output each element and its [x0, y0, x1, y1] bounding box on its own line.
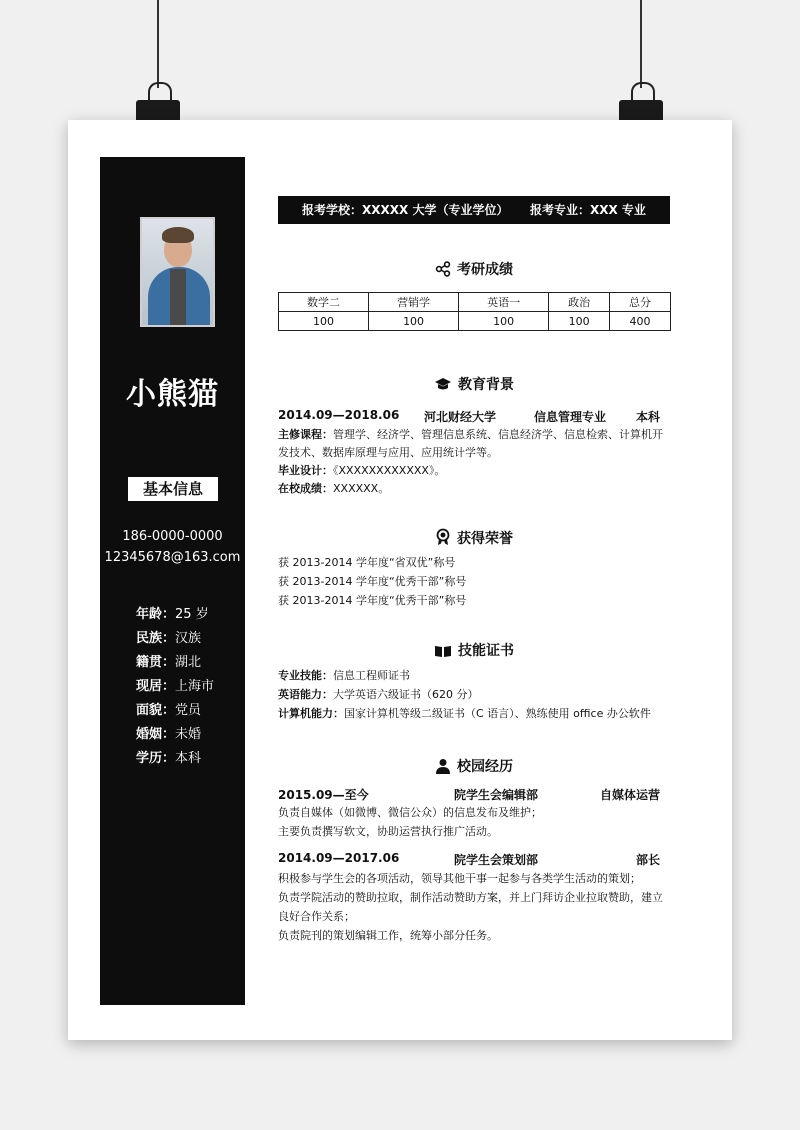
education-thesis: 毕业设计：《XXXXXXXXXXXX》。: [278, 464, 446, 477]
education-header: 2014.09—2018.06 河北财经大学 信息管理专业 本科: [278, 408, 661, 424]
table-cell: 100: [279, 312, 369, 331]
detail-marital: 婚姻：未婚: [136, 727, 202, 742]
detail-residence: 现居：上海市: [136, 679, 215, 694]
phone-number: 186-0000-0000: [122, 529, 223, 544]
section-title-honors: 获得荣誉: [278, 528, 670, 548]
sidebar: [100, 157, 245, 1005]
candidate-name: 小熊猫: [126, 377, 219, 412]
section-title-skills: 技能证书: [278, 640, 670, 660]
education-gpa: 在校成绩：XXXXXX。: [278, 482, 390, 495]
scores-value-row: [279, 312, 671, 331]
graduation-cap-icon: [434, 376, 452, 392]
section-title-scores: 考研成绩: [278, 259, 670, 279]
table-header: 政治: [549, 293, 610, 312]
detail-education: 学历：本科: [136, 751, 202, 766]
scores-table: [278, 292, 671, 331]
table-cell: 400: [610, 312, 671, 331]
section-title-campus: 校园经历: [278, 756, 670, 776]
table-header: 营销学: [369, 293, 459, 312]
honor-item: 获 2013-2014 学年度“省双优”称号: [278, 556, 456, 569]
table-cell: 100: [459, 312, 549, 331]
resume-paper: [68, 120, 732, 1040]
apply-school: 报考学校：XXXXX 大学（专业学位）: [302, 203, 509, 217]
detail-political: 面貌：党员: [136, 703, 202, 718]
share-icon: [435, 261, 451, 277]
detail-ethnicity: 民族：汉族: [136, 631, 202, 646]
table-cell: 100: [549, 312, 610, 331]
campus-entry-line: 主要负责撰写软文，协助运营执行推广活动。: [278, 825, 498, 838]
education-courses: 主修课程：管理学、经济学、管理信息系统、信息经济学、信息检索、计算机开: [278, 428, 663, 441]
apply-major: 报考专业：XXX 专业: [530, 203, 646, 217]
skill-professional: 专业技能：信息工程师证书: [278, 669, 410, 682]
skill-computer: 计算机能力：国家计算机等级二级证书（C 语言）、熟练使用 office 办公软件: [278, 707, 651, 720]
campus-entry-line: 积极参与学生会的各项活动，领导其他干事一起参与各类学生活动的策划；: [278, 872, 641, 885]
campus-entry-line: 良好合作关系；: [278, 910, 355, 923]
book-icon: [434, 644, 452, 658]
skill-english: 英语能力：大学英语六级证书（620 分）: [278, 688, 479, 701]
table-header: 总分: [610, 293, 671, 312]
person-icon: [435, 758, 451, 774]
detail-hometown: 籍贯：湖北: [136, 655, 202, 670]
campus-entry-line: 负责学院活动的赞助拉取，制作活动赞助方案，并上门拜访企业拉取赞助，建立: [278, 891, 663, 904]
email-address: 12345678@163.com: [104, 550, 241, 565]
table-header: 英语一: [459, 293, 549, 312]
campus-entry-header: 2014.09—2017.06 院学生会策划部 部长: [278, 851, 661, 867]
campus-entry-header: 2015.09—至今 院学生会编辑部 自媒体运营: [278, 788, 661, 802]
table-cell: 100: [369, 312, 459, 331]
education-courses-cont: 发技术、数据库原理与应用、应用统计学等。: [278, 446, 498, 459]
scores-header-row: [279, 293, 671, 312]
detail-age: 年龄：25 岁: [136, 607, 209, 622]
profile-photo: [140, 217, 215, 327]
hanging-string-right: [640, 0, 642, 88]
basic-info-label: 基本信息: [128, 477, 218, 501]
medal-icon: [435, 528, 451, 546]
campus-entry-line: 负责自媒体（如微博、微信公众）的信息发布及维护；: [278, 806, 542, 819]
section-title-education: 教育背景: [278, 374, 670, 394]
table-header: 数学二: [279, 293, 369, 312]
application-bar: [278, 196, 670, 224]
hanging-string-left: [157, 0, 159, 88]
honor-item: 获 2013-2014 学年度“优秀干部”称号: [278, 594, 467, 607]
campus-entry-line: 负责院刊的策划编辑工作，统筹小部分任务。: [278, 929, 498, 942]
honor-item: 获 2013-2014 学年度“优秀干部”称号: [278, 575, 467, 588]
